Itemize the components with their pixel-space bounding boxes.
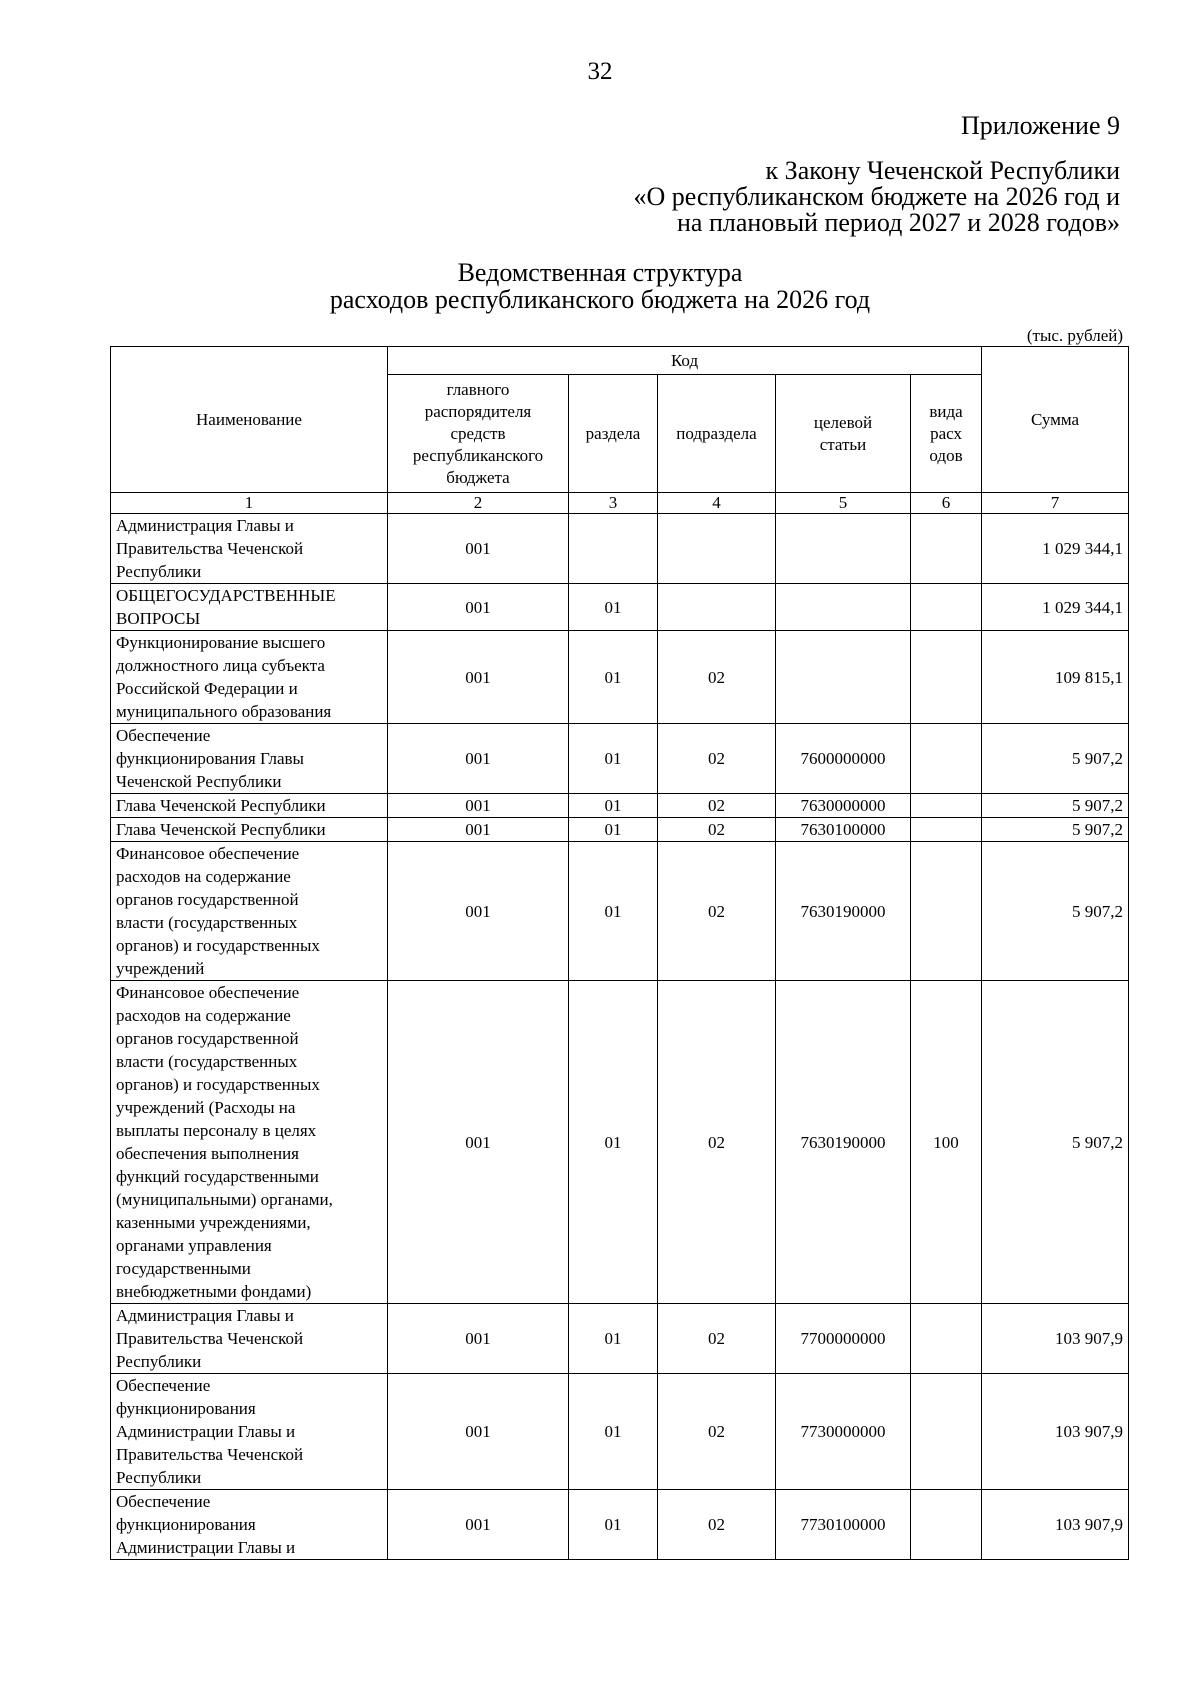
law-line: «О республиканском бюджете на 2026 год и bbox=[633, 182, 1120, 211]
cell-expense-type-code bbox=[911, 1490, 982, 1560]
cell-grbs-code: 001 bbox=[388, 584, 569, 631]
name-line: органов) и государственных bbox=[116, 936, 320, 955]
table-row bbox=[111, 1374, 1129, 1490]
name-line: Правительства Чеченской bbox=[116, 539, 304, 558]
budget-table bbox=[110, 346, 1129, 1560]
cell-sum: 103 907,9 bbox=[982, 1374, 1129, 1490]
name-line: обеспечения выполнения bbox=[116, 1144, 299, 1163]
cell-grbs-code: 001 bbox=[388, 981, 569, 1304]
cell-subsection-code: 02 bbox=[658, 794, 776, 818]
name-line: Правительства Чеченской bbox=[116, 1329, 304, 1348]
cell-grbs-code: 001 bbox=[388, 794, 569, 818]
cell-sum: 5 907,2 bbox=[982, 724, 1129, 794]
cell-subsection-code: 02 bbox=[658, 724, 776, 794]
appendix-label: Приложение 9 bbox=[960, 111, 1120, 140]
name-line: внебюджетными фондами) bbox=[116, 1282, 312, 1301]
cell-section-code: 01 bbox=[569, 818, 658, 842]
cell-grbs-code: 001 bbox=[388, 842, 569, 981]
header-line: средств bbox=[450, 423, 506, 443]
table-row bbox=[111, 842, 1129, 981]
cell-sum: 103 907,9 bbox=[982, 1490, 1129, 1560]
table-row bbox=[111, 584, 1129, 631]
header-subsection: подраздела bbox=[658, 375, 776, 493]
header-section: раздела bbox=[569, 375, 658, 493]
name-line: органов) и государственных bbox=[116, 1075, 320, 1094]
header-sum: Сумма bbox=[982, 347, 1129, 493]
law-line: к Закону Чеченской Республики bbox=[765, 156, 1120, 185]
cell-section-code: 01 bbox=[569, 1490, 658, 1560]
cell-sum: 1 029 344,1 bbox=[982, 514, 1129, 584]
header-line: бюджета bbox=[446, 467, 510, 487]
name-line: расходов на содержание bbox=[116, 867, 291, 886]
cell-target-code: 7630190000 bbox=[776, 842, 911, 981]
cell-section-code: 01 bbox=[569, 1374, 658, 1490]
name-line: органов государственной bbox=[116, 890, 299, 909]
name-line: должностного лица субъекта bbox=[116, 656, 325, 675]
cell-name bbox=[111, 631, 388, 724]
cell-subsection-code: 02 bbox=[658, 631, 776, 724]
table-row bbox=[111, 1490, 1129, 1560]
header-line: одов bbox=[929, 445, 963, 465]
name-line: государственными bbox=[116, 1259, 251, 1278]
header-target bbox=[776, 375, 911, 493]
cell-target-code: 7630000000 bbox=[776, 794, 911, 818]
name-line: Республики bbox=[116, 1352, 202, 1371]
cell-name bbox=[111, 1304, 388, 1374]
name-line: органов государственной bbox=[116, 1029, 299, 1048]
cell-sum: 5 907,2 bbox=[982, 981, 1129, 1304]
name-line: муниципального образования bbox=[116, 702, 332, 721]
cell-expense-type-code bbox=[911, 794, 982, 818]
column-number: 3 bbox=[569, 493, 658, 514]
table-row bbox=[111, 794, 1129, 818]
cell-sum: 103 907,9 bbox=[982, 1304, 1129, 1374]
cell-expense-type-code bbox=[911, 1304, 982, 1374]
title-line: расходов республиканского бюджета на 2026 год bbox=[329, 285, 871, 314]
name-line: Администрация Главы и bbox=[116, 1306, 294, 1325]
name-line: Российской Федерации и bbox=[116, 679, 298, 698]
cell-grbs-code: 001 bbox=[388, 514, 569, 584]
name-line: учреждений (Расходы на bbox=[116, 1098, 296, 1117]
cell-section-code: 01 bbox=[569, 1304, 658, 1374]
table-row bbox=[111, 631, 1129, 724]
name-line: власти (государственных bbox=[116, 1052, 298, 1071]
cell-grbs-code: 001 bbox=[388, 1490, 569, 1560]
cell-section-code: 01 bbox=[569, 842, 658, 981]
cell-sum: 5 907,2 bbox=[982, 842, 1129, 981]
cell-target-code: 7730100000 bbox=[776, 1490, 911, 1560]
cell-grbs-code: 001 bbox=[388, 1374, 569, 1490]
table-row bbox=[111, 818, 1129, 842]
cell-name bbox=[111, 794, 388, 818]
name-line: ВОПРОСЫ bbox=[116, 609, 201, 628]
name-line: Финансовое обеспечение bbox=[116, 844, 300, 863]
column-number: 7 bbox=[982, 493, 1129, 514]
cell-subsection-code bbox=[658, 514, 776, 584]
header-line: республиканского bbox=[412, 445, 544, 465]
cell-name bbox=[111, 1374, 388, 1490]
name-line: казенными учреждениями, bbox=[116, 1213, 311, 1232]
column-number: 4 bbox=[658, 493, 776, 514]
cell-section-code bbox=[569, 514, 658, 584]
column-number: 5 bbox=[776, 493, 911, 514]
column-number-row bbox=[111, 493, 1129, 514]
cell-name bbox=[111, 514, 388, 584]
cell-grbs-code: 001 bbox=[388, 1304, 569, 1374]
name-line: Администрации Главы и bbox=[116, 1422, 296, 1441]
name-line: Функционирование высшего bbox=[116, 633, 326, 652]
name-line: функционирования bbox=[116, 1515, 256, 1534]
name-line: ОБЩЕГОСУДАРСТВЕННЫЕ bbox=[116, 586, 336, 605]
cell-expense-type-code bbox=[911, 631, 982, 724]
cell-name bbox=[111, 818, 388, 842]
cell-target-code: 7630190000 bbox=[776, 981, 911, 1304]
name-line: функций государственными bbox=[116, 1167, 319, 1186]
cell-name bbox=[111, 1490, 388, 1560]
cell-subsection-code: 02 bbox=[658, 981, 776, 1304]
cell-grbs-code: 001 bbox=[388, 724, 569, 794]
name-line: Республики bbox=[116, 562, 202, 581]
cell-name bbox=[111, 981, 388, 1304]
cell-section-code: 01 bbox=[569, 981, 658, 1304]
cell-subsection-code: 02 bbox=[658, 842, 776, 981]
cell-target-code: 7600000000 bbox=[776, 724, 911, 794]
name-line: Правительства Чеченской bbox=[116, 1445, 304, 1464]
cell-grbs-code: 001 bbox=[388, 631, 569, 724]
header-line: целевой bbox=[813, 412, 873, 432]
cell-section-code: 01 bbox=[569, 794, 658, 818]
cell-subsection-code: 02 bbox=[658, 1304, 776, 1374]
header-line: статьи bbox=[819, 434, 867, 454]
header-line: главного bbox=[446, 379, 510, 399]
name-line: Глава Чеченской Республики bbox=[116, 820, 326, 839]
cell-section-code: 01 bbox=[569, 724, 658, 794]
table-header bbox=[111, 347, 1129, 514]
name-line: функционирования Главы bbox=[116, 749, 304, 768]
table-row bbox=[111, 1304, 1129, 1374]
cell-subsection-code: 02 bbox=[658, 1374, 776, 1490]
cell-target-code: 7700000000 bbox=[776, 1304, 911, 1374]
cell-target-code bbox=[776, 584, 911, 631]
header-line: распорядителя bbox=[424, 401, 532, 421]
cell-grbs-code: 001 bbox=[388, 818, 569, 842]
table-body bbox=[111, 514, 1129, 1560]
header-code-group: Код bbox=[388, 347, 982, 375]
cell-expense-type-code bbox=[911, 818, 982, 842]
cell-subsection-code bbox=[658, 584, 776, 631]
name-line: Чеченской Республики bbox=[116, 772, 282, 791]
cell-name bbox=[111, 842, 388, 981]
cell-expense-type-code bbox=[911, 514, 982, 584]
name-line: функционирования bbox=[116, 1399, 256, 1418]
cell-expense-type-code bbox=[911, 842, 982, 981]
table-row bbox=[111, 981, 1129, 1304]
column-number: 1 bbox=[111, 493, 388, 514]
cell-sum: 1 029 344,1 bbox=[982, 584, 1129, 631]
table-row bbox=[111, 724, 1129, 794]
header-line: расх bbox=[930, 423, 962, 443]
cell-target-code: 7630100000 bbox=[776, 818, 911, 842]
name-line: Обеспечение bbox=[116, 1376, 211, 1395]
cell-subsection-code: 02 bbox=[658, 818, 776, 842]
cell-target-code bbox=[776, 514, 911, 584]
page-number: 32 bbox=[587, 58, 613, 85]
cell-expense-type-code: 100 bbox=[911, 981, 982, 1304]
name-line: Республики bbox=[116, 1468, 202, 1487]
cell-sum: 109 815,1 bbox=[982, 631, 1129, 724]
name-line: (муниципальными) органами, bbox=[116, 1190, 333, 1209]
cell-section-code: 01 bbox=[569, 631, 658, 724]
column-number: 2 bbox=[388, 493, 569, 514]
name-line: Администрация Главы и bbox=[116, 516, 294, 535]
cell-expense-type-code bbox=[911, 1374, 982, 1490]
header-line: вида bbox=[929, 401, 963, 421]
cell-name bbox=[111, 584, 388, 631]
header-name: Наименование bbox=[111, 347, 388, 493]
cell-subsection-code: 02 bbox=[658, 1490, 776, 1560]
name-line: расходов на содержание bbox=[116, 1006, 291, 1025]
name-line: органами управления bbox=[116, 1236, 272, 1255]
cell-sum: 5 907,2 bbox=[982, 794, 1129, 818]
name-line: Обеспечение bbox=[116, 1492, 211, 1511]
cell-target-code bbox=[776, 631, 911, 724]
cell-expense-type-code bbox=[911, 584, 982, 631]
law-line: на плановый период 2027 и 2028 годов» bbox=[677, 208, 1120, 237]
cell-name bbox=[111, 724, 388, 794]
cell-expense-type-code bbox=[911, 724, 982, 794]
name-line: Обеспечение bbox=[116, 726, 211, 745]
header-main-manager bbox=[388, 375, 569, 493]
document-title bbox=[0, 259, 1200, 313]
title-line: Ведомственная структура bbox=[457, 258, 743, 287]
name-line: выплаты персоналу в целях bbox=[116, 1121, 317, 1140]
name-line: Финансовое обеспечение bbox=[116, 983, 300, 1002]
header-expense-type bbox=[911, 375, 982, 493]
name-line: учреждений bbox=[116, 959, 205, 978]
law-reference bbox=[633, 158, 1120, 236]
cell-sum: 5 907,2 bbox=[982, 818, 1129, 842]
table-row bbox=[111, 514, 1129, 584]
column-number: 6 bbox=[911, 493, 982, 514]
cell-section-code: 01 bbox=[569, 584, 658, 631]
cell-target-code: 7730000000 bbox=[776, 1374, 911, 1490]
name-line: Глава Чеченской Республики bbox=[116, 796, 326, 815]
name-line: Администрации Главы и bbox=[116, 1538, 296, 1557]
name-line: власти (государственных bbox=[116, 913, 298, 932]
units-note: (тыс. рублей) bbox=[1026, 326, 1123, 345]
